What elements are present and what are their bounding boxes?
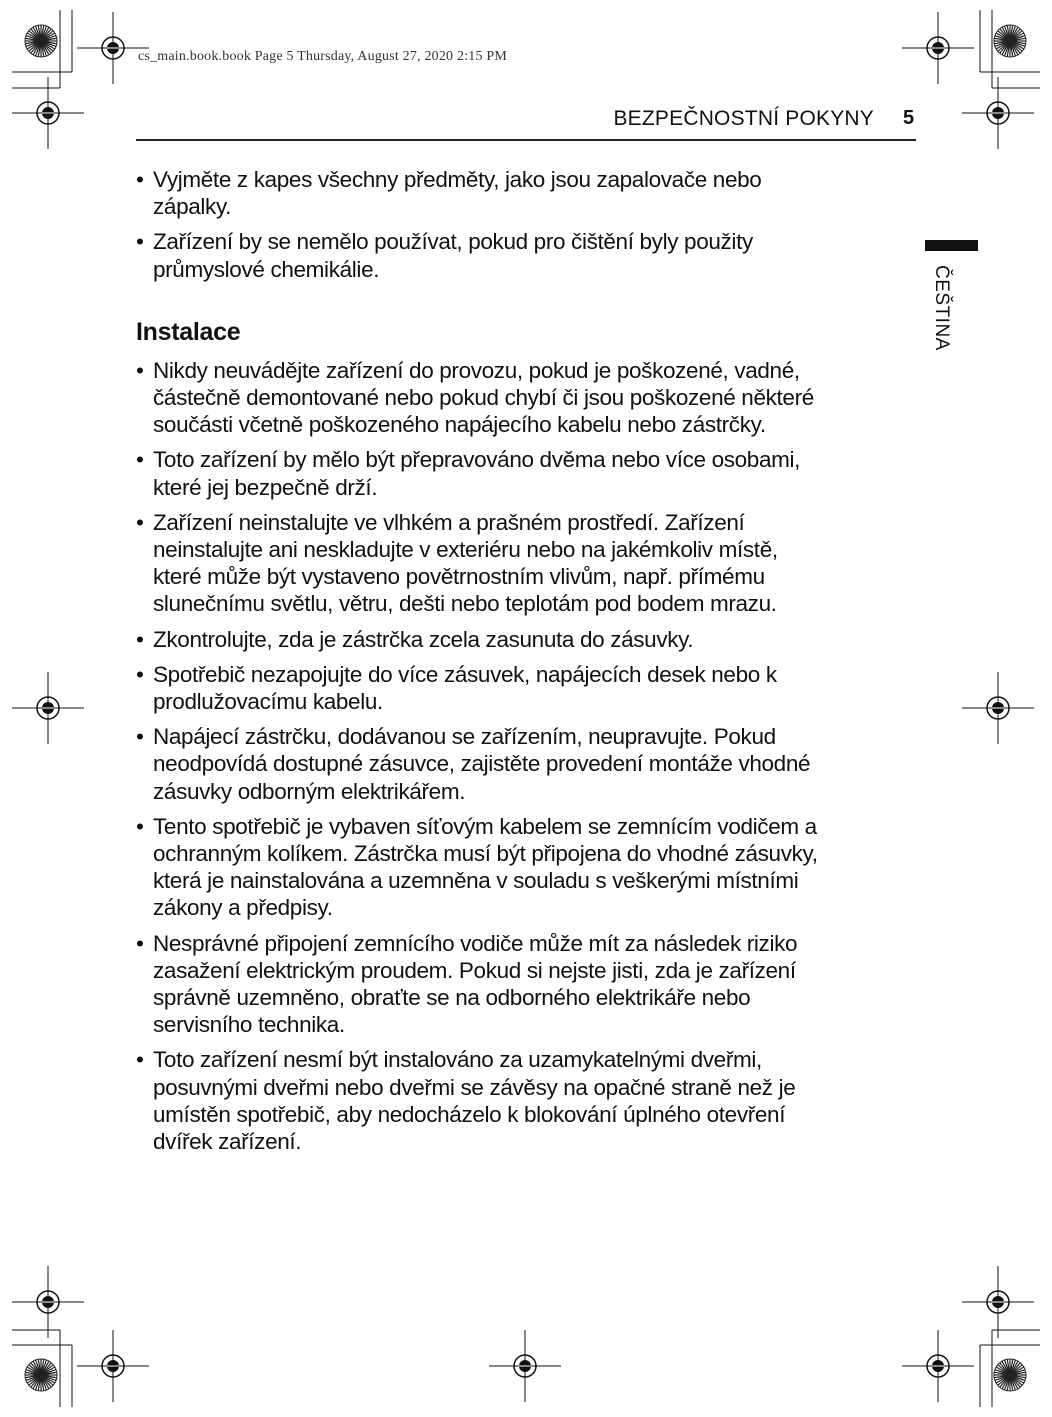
crosshair-target-icon — [902, 1330, 974, 1402]
list-item — [136, 446, 926, 500]
list-item-text: Zařízení by se nemělo používat, pokud pro čištění byly použity průmyslové chemikálie. — [153, 229, 753, 282]
list-item — [136, 626, 926, 653]
page-number: 5 — [903, 107, 915, 129]
list-item — [136, 1046, 926, 1155]
crosshair-target-icon — [962, 672, 1034, 744]
bullet-icon: • — [136, 447, 144, 473]
crosshair-target-icon — [902, 12, 974, 84]
language-tab-label: ČEŠTINA — [931, 265, 952, 351]
print-slug: cs_main.book.book Page 5 Thursday, August 27, 2020 2:15 PM — [138, 49, 507, 64]
section-heading: Instalace — [136, 317, 241, 346]
crosshair-target-icon — [962, 1266, 1034, 1338]
bullet-icon: • — [136, 229, 144, 255]
list-item — [136, 661, 926, 715]
starburst-registration-icon — [994, 25, 1026, 57]
bullet-icon: • — [136, 626, 144, 652]
list-item-text: Tento spotřebič je vybaven síťovým kabelem se zemnícím vodičem a ochranným kolíkem. Zástrčka musí být připojena do vhodné zásuvky, která je nainstalována a uzemněna v souladu s veškerými místními zákony a předpisy. — [153, 813, 818, 921]
list-item — [136, 228, 926, 282]
starburst-registration-icon — [994, 1359, 1026, 1391]
list-item-text: Toto zařízení nesmí být instalováno za uzamykatelnými dveřmi, posuvnými dveřmi nebo dveřmi se závěsy na opačné straně než je umístěn spotřebič, aby nedocházelo k blokování úplného otevření dvířek zařízení. — [153, 1047, 796, 1155]
list-item — [136, 509, 926, 618]
list-item-text: Nesprávné připojení zemnícího vodiče může mít za následek riziko zasažení elektrickým proudem. Pokud si nejste jisti, zda je zařízení správně uzemněno, obraťte se na odborného elektrikáře nebo servisního technika. — [153, 930, 798, 1038]
list-item-text: Nikdy neuvádějte zařízení do provozu, pokud je poškozené, vadné, částečně demontované nebo pokud chybí či jsou poškozené některé součásti včetně poškozeného napájecího kabelu nebo zástrčky. — [153, 357, 814, 438]
list-item — [136, 166, 926, 220]
bullet-icon: • — [136, 724, 144, 750]
list-item — [136, 930, 926, 1039]
language-tab-bar — [925, 240, 978, 251]
list-item — [136, 357, 926, 439]
bullet-icon: • — [136, 1047, 144, 1073]
crosshair-target-icon — [489, 1330, 561, 1402]
header-rule — [136, 139, 916, 141]
crosshair-target-icon — [77, 1330, 149, 1402]
starburst-registration-icon — [25, 1359, 57, 1391]
bullet-icon: • — [136, 509, 144, 535]
list-item-text: Spotřebič nezapojujte do více zásuvek, napájecích desek nebo k prodlužovacímu kabelu. — [153, 661, 777, 715]
bullet-icon: • — [136, 930, 144, 956]
crosshair-target-icon — [12, 672, 84, 744]
list-item — [136, 813, 926, 922]
list-item-text: Zkontrolujte, zda je zástrčka zcela zasunuta do zásuvky. — [153, 626, 694, 652]
crosshair-target-icon — [12, 1266, 84, 1338]
bullet-icon: • — [136, 813, 144, 839]
list-item-text: Napájecí zástrčku, dodávanou se zařízením, neupravujte. Pokud neodpovídá dostupné zásuvce, zajistěte provedení montáže vhodné zásuvky odborným elektrikářem. — [153, 724, 811, 804]
list-item — [136, 723, 926, 805]
crosshair-target-icon — [77, 12, 149, 84]
bullet-icon: • — [136, 357, 144, 383]
running-header-title: BEZPEČNOSTNÍ POKYNY — [613, 107, 874, 130]
list-item-text: Zařízení neinstalujte ve vlhkém a prašném prostředí. Zařízení neinstalujte ani neskladujte v exteriéru nebo na jakémkoliv místě, které může být vystaveno povětrnostním vlivům, např. přímému slunečnímu světlu, větru, dešti nebo teplotám pod bodem mrazu. — [153, 509, 778, 617]
list-item-text: Toto zařízení by mělo být přepravováno dvěma nebo více osobami, které jej bezpečně drží. — [153, 447, 801, 500]
intro-bullet-list — [136, 166, 926, 283]
list-item-text: Vyjměte z kapes všechny předměty, jako jsou zapalovače nebo zápalky. — [153, 167, 762, 220]
installation-bullet-list — [136, 357, 926, 1155]
page-content — [136, 166, 926, 1163]
starburst-registration-icon — [25, 25, 57, 57]
bullet-icon: • — [136, 661, 144, 687]
bullet-icon: • — [136, 167, 144, 192]
